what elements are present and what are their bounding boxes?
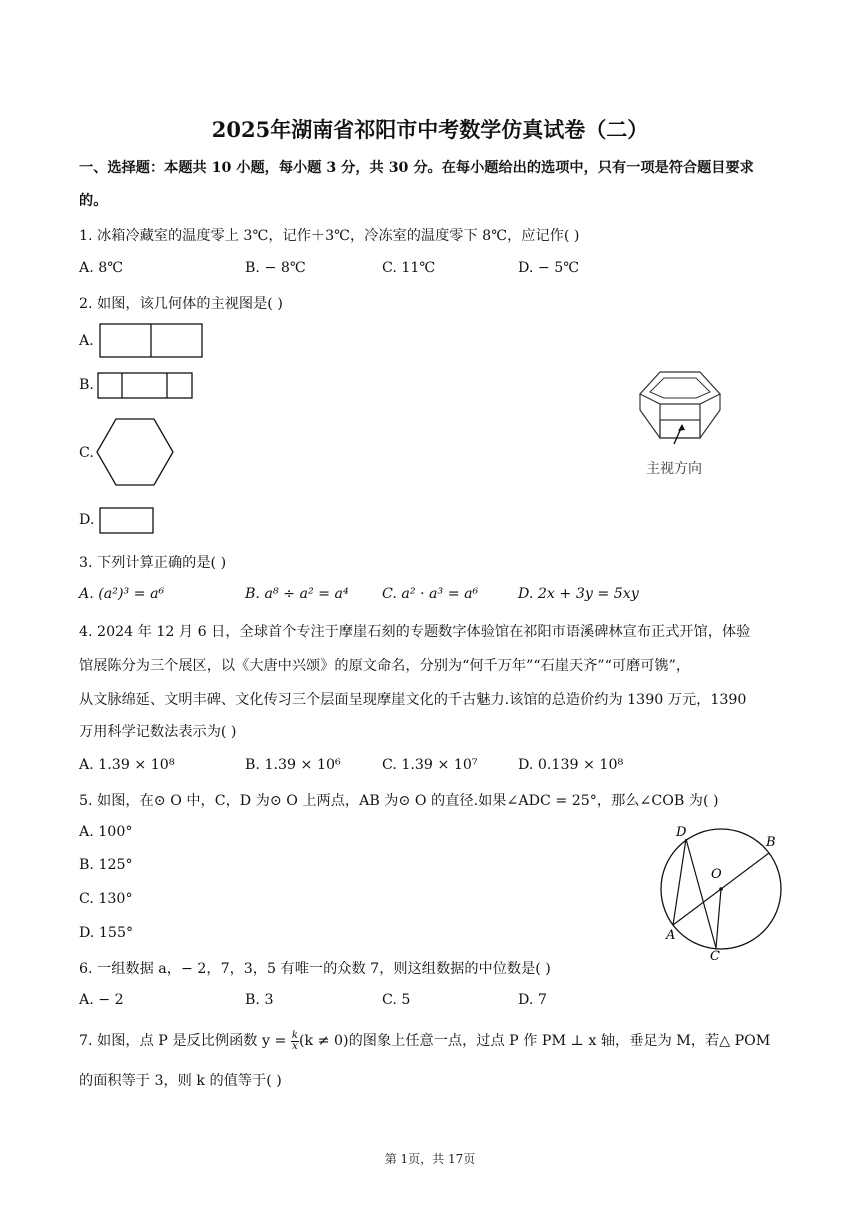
q4-option-a: A. 1.39 × 10⁸: [79, 757, 175, 773]
q4-line2: 馆展陈分为三个展区，以《大唐中兴颂》的原文命名，分别为“何千万年”“石崖天齐”“可磨可镌”，: [79, 658, 691, 674]
q2-option-c-figure: [96, 418, 176, 488]
q4-option-c: C. 1.39 × 10⁷: [382, 757, 478, 773]
q6-stem: 6. 一组数据 a，− 2，7，3，5 有唯一的众数 7，则这组数据的中位数是( ): [79, 961, 551, 977]
point-label-a: A: [666, 928, 676, 943]
hexagonal-prism-figure: [638, 370, 728, 450]
q2-option-a-figure: [99, 323, 203, 359]
q2-option-d-figure: [99, 507, 155, 535]
q2-label-a: A.: [79, 333, 94, 349]
q6-option-b: B. 3: [245, 992, 274, 1008]
q4-option-d: D. 0.139 × 10⁸: [518, 757, 624, 773]
q3-option-b: B. a⁸ ÷ a² = a⁴: [245, 586, 349, 602]
q7-line1-part1: 7. 如图，点 P 是反比例函数 y =: [79, 1033, 291, 1049]
point-label-d: D: [676, 825, 687, 840]
q3-option-d: D. 2x + 3y = 5xy: [518, 586, 639, 602]
q4-line1: 4. 2024 年 12 月 6 日，全球首个专注于摩崖石刻的专题数字体验馆在祁阳市语溪碑林宣布正式开馆，体验: [79, 624, 751, 640]
q4-line4: 万用科学记数法表示为( ): [79, 724, 237, 740]
fraction-numerator: k: [291, 1029, 298, 1041]
q5-option-c: C. 130°: [79, 891, 133, 907]
fraction-denominator: x: [292, 1040, 298, 1052]
q6-option-a: A. − 2: [79, 992, 124, 1008]
q7-line1-part2: (k ≠ 0)的图象上任意一点，过点 P 作 PM ⊥ x 轴，垂足为 M，若△ POM: [298, 1033, 771, 1049]
front-view-caption: 主视方向: [646, 461, 702, 477]
q2-label-b: B.: [79, 377, 94, 393]
fraction-k-over-x: [291, 1031, 299, 1052]
q3-option-c: C. a² · a³ = a⁶: [382, 586, 479, 602]
q1-option-a: A. 8℃: [79, 260, 124, 276]
q5-option-b: B. 125°: [79, 857, 133, 873]
q3-option-a: A. (a²)³ = a⁶: [79, 586, 165, 602]
page-footer: 第 1页，共 17页: [384, 1152, 476, 1166]
point-label-c: C: [710, 949, 720, 964]
point-label-b: B: [766, 835, 776, 850]
page-title: 2025年湖南省祁阳市中考数学仿真试卷（二）: [211, 117, 649, 142]
q5-option-d: D. 155°: [79, 925, 134, 941]
q5-option-a: A. 100°: [79, 824, 133, 840]
q1-option-c: C. 11℃: [382, 260, 436, 276]
q5-stem: 5. 如图，在⊙ O 中，C，D 为⊙ O 上两点，AB 为⊙ O 的直径.如果∠ADC = 25°，那么∠COB 为( ): [79, 793, 719, 809]
q2-label-d: D.: [79, 512, 95, 528]
q2-label-c: C.: [79, 445, 94, 461]
q1-option-d: D. − 5℃: [518, 260, 580, 276]
circle-geometry-figure: [656, 822, 786, 962]
q7-line2: 的面积等于 3，则 k 的值等于( ): [79, 1073, 282, 1089]
q4-line3: 从文脉绵延、文明丰碑、文化传习三个层面呈现摩崖文化的千古魅力.该馆的总造价约为 1390 万元，1390: [79, 692, 747, 708]
q6-option-c: C. 5: [382, 992, 411, 1008]
q1-option-b: B. − 8℃: [245, 260, 306, 276]
q1-stem: 1. 冰箱冷藏室的温度零上 3℃，记作＋3℃，冷冻室的温度零下 8℃，应记作( ): [79, 228, 580, 244]
q4-option-b: B. 1.39 × 10⁶: [245, 757, 341, 773]
q2-option-b-figure: [97, 372, 193, 400]
section-heading-line1: 一、选择题：本题共 10 小题，每小题 3 分，共 30 分。在每小题给出的选项中，只有一项是符合题目要求: [79, 160, 754, 176]
section-heading-line2: 的。: [79, 193, 108, 209]
q7-line1: [79, 1030, 770, 1052]
q2-stem: 2. 如图，该几何体的主视图是( ): [79, 296, 283, 312]
q6-option-d: D. 7: [518, 992, 547, 1008]
q3-stem: 3. 下列计算正确的是( ): [79, 555, 227, 571]
point-label-o: O: [711, 867, 722, 882]
